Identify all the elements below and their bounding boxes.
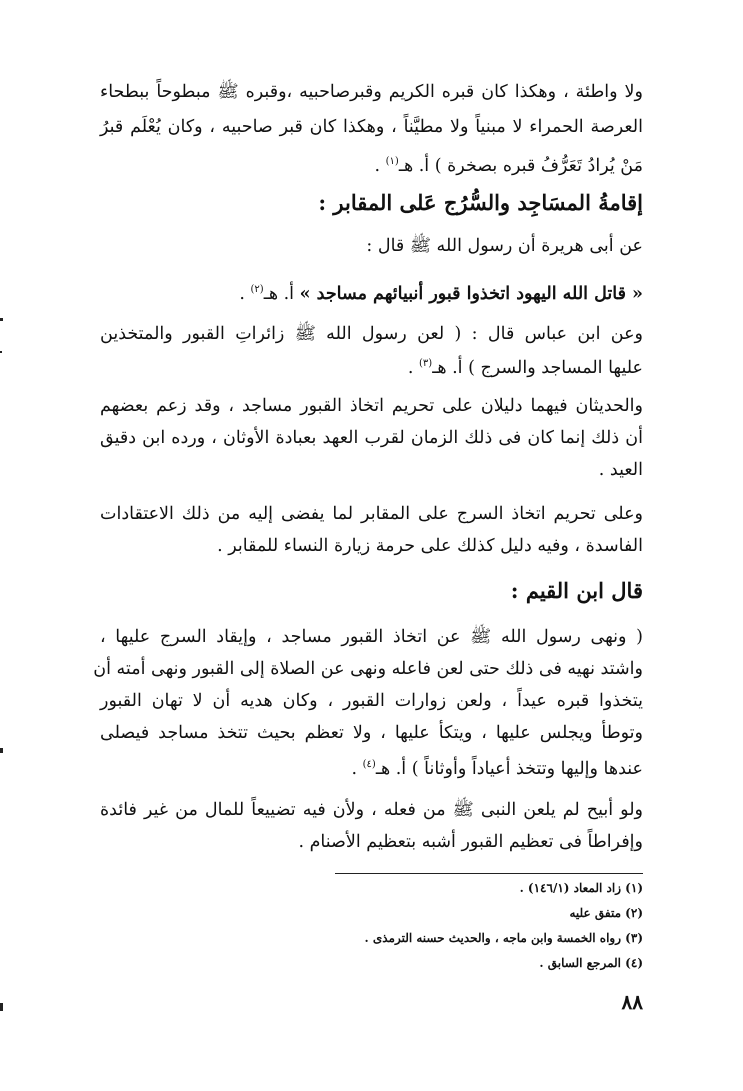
scan-artifact (0, 318, 3, 321)
body-line: عن أبى هريرة أن رسول الله ﷺ قال : (366, 236, 643, 256)
footnote-ref: (٢) (250, 284, 264, 295)
body-line: عليها المساجد والسرج ) أ. هـ$^{(٣)}$ . (407, 357, 643, 378)
footnote: (٤) المرجع السابق . (539, 956, 643, 970)
section-heading: قال ابن القيم : (510, 578, 643, 603)
body-line: وتوطأ ويجلس عليها ، ويتكأ عليها ، ولا تعظم بحيث تتخذ مساجد فيصلى (100, 723, 643, 743)
footnote-ref: (٤) (362, 759, 376, 770)
section-heading: إقامةُ المسَاجِد والسُّرُج عَلى المقابر : (318, 190, 643, 215)
footnote: (١) زاد المعاد (١٤٦/١) . (519, 881, 643, 895)
body-line: الفاسدة ، وفيه دليل كذلك على حرمة زيارة النساء للمقابر . (217, 536, 643, 556)
footnote-ref: (٣) (419, 358, 433, 369)
footnote: (٣) رواه الخمسة وابن ماجه ، والحديث حسنه الترمذى . (364, 931, 643, 945)
body-line: وعن ابن عباس قال : ( لعن رسول الله ﷺ زائراتِ القبور والمتخذين (100, 324, 643, 344)
footnote-ref: (١) (385, 156, 399, 167)
body-line: العيد . (598, 460, 643, 480)
body-line: واشتد نهيه فى ذلك حتى لعن فاعله ونهى عن الصلاة إلى القبور ونهى أمته أن (93, 659, 643, 679)
footnote: (٢) متفق عليه (569, 906, 643, 920)
hadith-quote-line: « قاتل الله اليهود اتخذوا قبور أنبيائهم مساجد » أ. هـ$^{(٢)}$ . (239, 283, 643, 304)
body-line: العرصة الحمراء لا مبنياً ولا مطيَّناً ، وهكذا كان قبر صاحبيه ، وكان يُعْلَم قبرُ (100, 117, 643, 137)
body-line: ( ونهى رسول الله ﷺ عن اتخاذ القبور مساجد ، وإيقاد السرج عليها ، (100, 627, 643, 647)
body-line: ولو أبيح لم يلعن النبى ﷺ من فعله ، ولأن فيه تضييعاً للمال من غير فائدة (100, 800, 643, 820)
footnote-rule (335, 873, 643, 874)
body-line: وعلى تحريم اتخاذ السرج على المقابر لما يفضى إليه من ذلك الاعتقادات (100, 504, 643, 524)
body-line: يتخذوا قبره عيداً ، ولعن زوارات القبور ، وكان هديه أن لا تهان القبور (100, 691, 643, 711)
body-line: ولا واطئة ، وهكذا كان قبره الكريم وقبرصاحبيه ،وقبره ﷺ مبطوحاً ببطحاء (100, 82, 643, 102)
scan-artifact (0, 748, 3, 753)
body-line: والحديثان فيهما دليلان على تحريم اتخاذ القبور مساجد ، وقد زعم بعضهم (100, 396, 643, 416)
page-number: ٨٨ (621, 990, 643, 1014)
body-line: وإفراطاً فى تعظيم القبور أشبه بتعظيم الأصنام . (298, 832, 643, 852)
scan-artifact (0, 1003, 3, 1011)
body-line: مَنْ يُرادُ تَعَرُّفُ قبره بصخرة ) أ. هـ$^{(١)}$ . (374, 155, 643, 176)
hadith-quote: « قاتل الله اليهود اتخذوا قبور أنبيائهم مساجد » (299, 283, 643, 304)
body-line: عندها وإليها وتتخذ أعياداً وأوثاناً ) أ. هـ$^{(٤)}$ . (351, 758, 643, 779)
scan-artifact (0, 351, 2, 353)
body-line: أن ذلك إنما كان فى ذلك الزمان لقرب العهد بعبادة الأوثان ، ورده ابن دقيق (100, 428, 643, 448)
